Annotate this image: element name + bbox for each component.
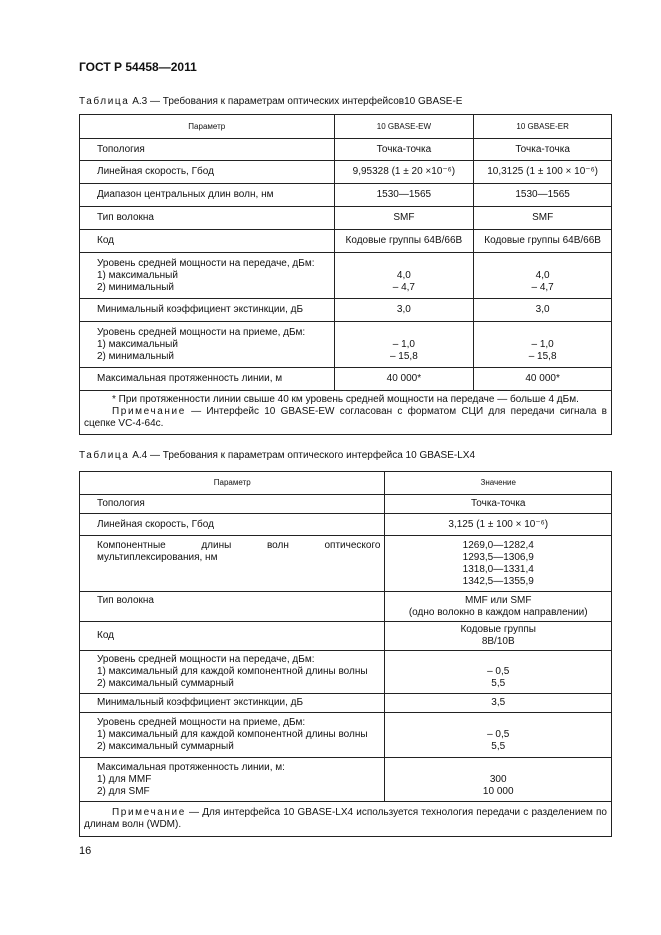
value-cell-ew: SMF <box>334 207 474 230</box>
note-label: Примечание <box>112 406 186 417</box>
column-header-parameter: Параметр <box>80 115 335 139</box>
value-cell-ew: 3,0 <box>334 299 474 322</box>
table-a4-caption-text: А.4 — Требования к параметрам оптического интерфейса 10 GBASE-LX4 <box>132 450 476 461</box>
param-cell: Тип волокна <box>80 207 335 230</box>
param-cell: Код <box>80 230 335 253</box>
value-cell-er: – 1,0 – 15,8 <box>474 322 612 368</box>
param-cell: Топология <box>80 495 385 514</box>
table-a4-caption <box>79 450 475 461</box>
value-cell-er: 10,3125 (1 ± 100 × 10⁻⁶) <box>474 161 612 184</box>
param-cell: Уровень средней мощности на передаче, дБм: 1) максимальный 2) минимальный <box>80 253 335 299</box>
param-cell: Максимальная протяженность линии, м <box>80 368 335 391</box>
value-cell-ew: Точка-точка <box>334 139 474 161</box>
table-row <box>80 622 612 651</box>
value-cell: Кодовые группы 8В/10В <box>385 622 612 651</box>
value-cell-er: Кодовые группы 64В/66В <box>474 230 612 253</box>
param-cell: Уровень средней мощности на приеме, дБм: 1) максимальный для каждой компонентной длины волны 2) максимальный суммарный <box>80 713 385 758</box>
table-row <box>80 368 612 391</box>
param-cell: Код <box>80 622 385 651</box>
value-cell: – 0,5 5,5 <box>385 651 612 694</box>
table-row <box>80 536 612 592</box>
value-cell-er: SMF <box>474 207 612 230</box>
param-cell: Тип волокна <box>80 592 385 622</box>
param-cell: Компонентные длины волн оптического мультиплексирования, нм <box>80 536 385 592</box>
column-header-value: Значение <box>385 472 612 495</box>
param-cell: Линейная скорость, Гбод <box>80 161 335 184</box>
table-note-row <box>80 802 612 837</box>
table-a4-caption-prefix: Таблица <box>79 450 130 461</box>
table-header-row <box>80 115 612 139</box>
table-row <box>80 253 612 299</box>
table-a3-caption <box>79 96 462 107</box>
table-row <box>80 184 612 207</box>
table-row <box>80 758 612 802</box>
table-row <box>80 299 612 322</box>
value-cell-er: Точка-точка <box>474 139 612 161</box>
column-header-parameter: Параметр <box>80 472 385 495</box>
table-row <box>80 713 612 758</box>
table-row <box>80 207 612 230</box>
table-footnote: * При протяженности линии свыше 40 км уровень средней мощности на передаче — больше 4 дБм. <box>112 394 579 405</box>
param-cell: Минимальный коэффициент экстинкции, дБ <box>80 694 385 713</box>
table-note <box>84 807 607 831</box>
table-note <box>84 406 607 430</box>
param-cell: Минимальный коэффициент экстинкции, дБ <box>80 299 335 322</box>
param-cell: Линейная скорость, Гбод <box>80 514 385 536</box>
table-a3-caption-text: А.3 — Требования к параметрам оптических интерфейсов10 GBASE-E <box>132 96 463 107</box>
value-cell-er: 4,0 – 4,7 <box>474 253 612 299</box>
table-note-row <box>80 391 612 435</box>
table-row <box>80 514 612 536</box>
column-header-er: 10 GBASE-ER <box>474 115 612 139</box>
value-cell-ew: Кодовые группы 64В/66В <box>334 230 474 253</box>
value-cell: 3,5 <box>385 694 612 713</box>
value-cell-ew: 40 000* <box>334 368 474 391</box>
table-a3-caption-prefix: Таблица <box>79 96 130 107</box>
param-cell: Максимальная протяженность линии, м: 1) для MMF 2) для SMF <box>80 758 385 802</box>
table-row <box>80 139 612 161</box>
value-cell-er: 40 000* <box>474 368 612 391</box>
table-row <box>80 322 612 368</box>
table-row <box>80 161 612 184</box>
value-cell-ew: – 1,0 – 15,8 <box>334 322 474 368</box>
table-note-cell <box>80 391 612 435</box>
param-cell: Уровень средней мощности на передаче, дБм: 1) максимальный для каждой компонентной длины волны 2) максимальный суммарный <box>80 651 385 694</box>
note-label: Примечание <box>112 807 186 818</box>
value-cell: MMF или SMF (одно волокно в каждом направлении) <box>385 592 612 622</box>
value-cell: 1269,0—1282,4 1293,5—1306,9 1318,0—1331,4 1342,5—1355,9 <box>385 536 612 592</box>
note-text: — Интерфейс 10 GBASE-EW согласован с форматом СЦИ для передачи сигнала в сцепке VC-4-64c. <box>84 406 607 429</box>
param-cell: Уровень средней мощности на приеме, дБм: 1) максимальный 2) минимальный <box>80 322 335 368</box>
param-cell: Топология <box>80 139 335 161</box>
table-row <box>80 651 612 694</box>
value-cell: Точка-точка <box>385 495 612 514</box>
table-row <box>80 230 612 253</box>
value-cell: – 0,5 5,5 <box>385 713 612 758</box>
value-cell-er: 1530—1565 <box>474 184 612 207</box>
table-row <box>80 694 612 713</box>
note-text: — Для интерфейса 10 GBASE-LX4 используется технология передачи с разделением по длинам волн (WDM). <box>84 807 607 830</box>
document-header: ГОСТ Р 54458—2011 <box>79 60 197 74</box>
value-cell: 3,125 (1 ± 100 × 10⁻⁶) <box>385 514 612 536</box>
table-row <box>80 592 612 622</box>
page-number: 16 <box>79 845 92 857</box>
value-cell-er: 3,0 <box>474 299 612 322</box>
value-cell: 300 10 000 <box>385 758 612 802</box>
value-cell-ew: 9,95328 (1 ± 20 ×10⁻⁶) <box>334 161 474 184</box>
table-row <box>80 495 612 514</box>
table-a3 <box>79 114 612 435</box>
value-cell-ew: 1530—1565 <box>334 184 474 207</box>
value-cell-ew: 4,0 – 4,7 <box>334 253 474 299</box>
table-note-cell <box>80 802 612 837</box>
table-header-row <box>80 472 612 495</box>
table-a4 <box>79 471 612 837</box>
param-cell: Диапазон центральных длин волн, нм <box>80 184 335 207</box>
column-header-ew: 10 GBASE-EW <box>334 115 474 139</box>
